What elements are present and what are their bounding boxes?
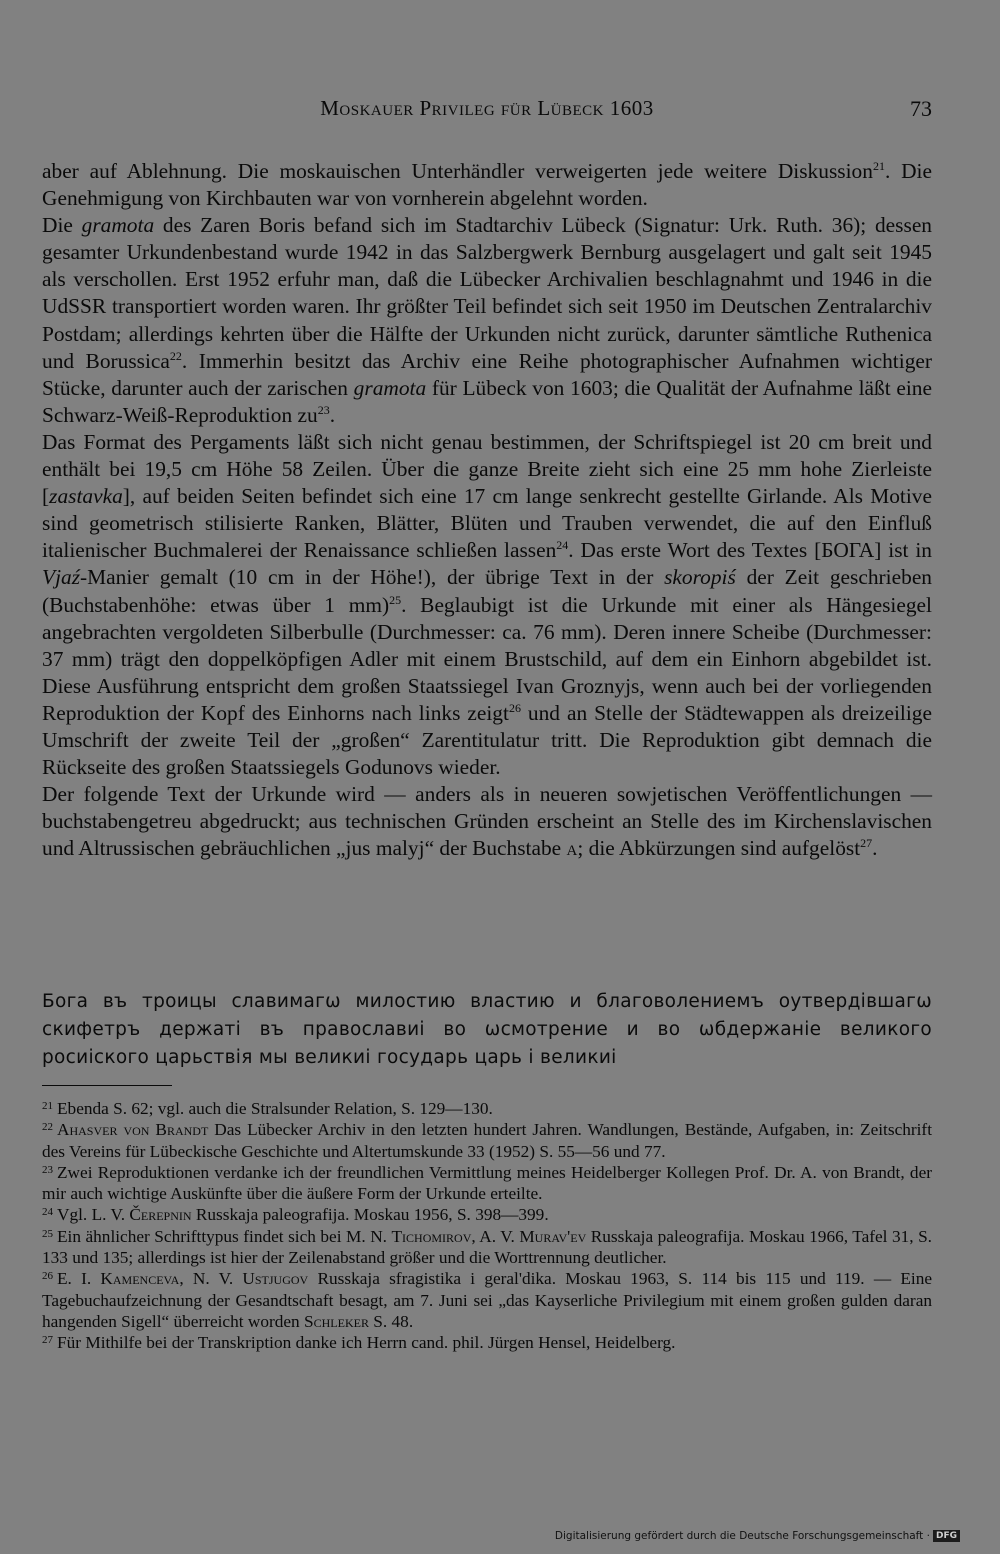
russian-charter-text: Бога въ троицы славимагѡ милостию властию и благоволениемъ оутвердiвшагѡ скифетръ держатi въ православиi во ѡсмотрение и во ѡбдержанiе великого росиiского царьствiя мы великиi государь царь i великиi [42,991,932,1069]
dfg-logo-icon: DFG [933,1530,960,1542]
footnote-ref-25: 25 [389,592,402,607]
footnote-ref-21: 21 [872,158,885,173]
footnote-25: $^{25}$ Ein ähnlicher Schrifttypus findet sich bei M. N. Tichomirov, A. V. Murav'ev Russkaja paleografija. Moskau 1966, Tafel 31, S. 133 und 135; allerdings ist hier der Zeilenabstand größer und die Worttrennung deutlicher. [42,1226,933,1268]
footnote-ref-26: 26 [508,700,521,715]
footnote-27: $^{27}$ Für Mithilfe bei der Transkription danke ich Herrn cand. phil. Jürgen Hensel, Heidelberg. [42,1333,676,1353]
paragraph-4: Der folgende Text der Urkunde wird — anders als in neueren sowjetischen Veröffentlichungen — buchstabengetreu abgedruckt; aus technischen Gründen erscheint an Stelle des im Kirchenslavischen und Altrussischen gebräuchlichen „jus malyj“ der Buchstabe a; die Abkürzungen sind aufgelöst$^{27}$. [42,782,932,861]
footnotes [42,1098,932,1354]
footnote-ref-22: 22 [169,348,182,363]
footnote-26: $^{26}$ E. I. Kamenceva, N. V. Ustjugov Russkaja sfragistika i geral'dika. Moskau 1963, S. 114 bis 115 und 119. — Eine Tagebuchaufzeichnung der Gesandtschaft besagt, am 7. Juni sei „das Kayserliche Privilegium mit einem großen gulden daran hangenden Sigell“ überreicht worden Schleker S. 48. [42,1269,933,1331]
credit-text: Digitalisierung gefördert durch die Deutsche Forschungsgemeinschaft · [554,1530,930,1542]
footnote-ref-23: 23 [317,402,330,417]
footnote-21: $^{21}$ Ebenda S. 62; vgl. auch die Stralsunder Relation, S. 129—130. [42,1099,493,1118]
paragraph-1: aber auf Ablehnung. Die moskauischen Unterhändler verweigerten jede weitere Diskussion$^{21}$. Die Genehmigung von Kirchbauten war von vornherein abgelehnt worden. [42,158,932,211]
page-header [42,96,932,130]
body-text [42,158,932,862]
paragraph-3: Das Format des Pergaments läßt sich nicht genau bestimmen, der Schriftspiegel ist 20 cm breit und enthält bei 19,5 cm Höhe 58 Zeilen. Über die ganze Breite zieht sich eine 25 mm hohe Zierleiste [zastavka], auf beiden Seiten befindet sich eine 17 cm lange senkrecht gestellte Girlande. Als Motive sind geometrisch stilisierte Ranken, Blätter, Blüten und Trauben verwendet, die auf den Einfluß italienischer Buchmalerei der Renaissance schließen lassen$^{24}$. Das erste Wort des Textes [БОГА] ist in Vjaź-Manier gemalt (10 cm in der Höhe!), der übrige Text in der skoropiś der Zeit geschrieben (Buchstabenhöhe: etwas über 1 mm)$^{25}$. Beglaubigt ist die Urkunde mit einer als Hängesiegel angebrachten vergoldeten Silberbulle (Durchmesser: ca. 76 mm). Deren innere Scheibe (Durchmesser: 37 mm) trägt den doppelköpfigen Adler mit einem Brustschild, auf dem ein Einhorn abgebildet ist. Diese Ausführung entspricht dem großen Staatssiegel Ivan Groznyjs, wenn auch bei der vorliegenden Reproduktion der Kopf des Einhorns nach links zeigt$^{26}$ und an Stelle der Städtewappen als dreizeilige Umschrift der zweite Teil der „großen“ Zarentitulatur tritt. Die Reproduktion gibt demnach die Rückseite des großen Staatssiegels Godunovs wieder. [42,429,933,780]
footnote-ref-24: 24 [556,538,569,553]
footnote-22: $^{22}$ Ahasver von Brandt Das Lübecker Archiv in den letzten hundert Jahren. Wandlungen, Bestände, Aufgaben, in: Zeitschrift des Vereins für Lübeckische Geschichte und Altertumskunde 33 (1952) S. 55—56 und 77. [42,1120,932,1161]
footnote-divider [42,1085,172,1086]
footnote-23: $^{23}$ Zwei Reproduktionen verdanke ich der freundlichen Vermittlung meines Heidelberger Kollegen Prof. Dr. A. von Brandt, der mir auch wichtige Auskünfte über die äußere Form der Urkunde erteilte. [42,1162,932,1204]
digitization-credit [555,1530,960,1542]
paragraph-2: Die gramota des Zaren Boris befand sich im Stadtarchiv Lübeck (Signatur: Urk. Ruth. 36); dessen gesamter Urkundenbestand wurde 1942 in das Salzbergwerk Bernburg ausgelagert und galt seit 1945 als verschollen. Erst 1952 erfuhr man, daß die Lübecker Archivalien beschlagnahmt und 1946 in die UdSSR transportiert worden waren. Ihr größter Teil befindet sich seit 1950 im Deutschen Zentralarchiv Postdam; allerdings kehrten über die Hälfte der Urkunden nicht zurück, darunter sämtliche Ruthenica und Borussica$^{22}$. Immerhin besitzt das Archiv eine Reihe photographischer Aufnahmen wichtiger Stücke, darunter auch der zarischen gramota für Lübeck von 1603; die Qualität der Aufnahme läßt eine Schwarz-Weiß-Reproduktion $zu^{23}$. [42,213,933,427]
running-title: Moskauer Privileg für Lübeck 1603 [320,96,654,120]
page-number: 73 [910,96,932,121]
footnote-ref-27: 27 [860,836,873,851]
footnote-24: $^{24}$ Vgl. L. V. Čerepnin Russkaja paleografija. Moskau 1956, S. 398—399. [42,1205,549,1225]
